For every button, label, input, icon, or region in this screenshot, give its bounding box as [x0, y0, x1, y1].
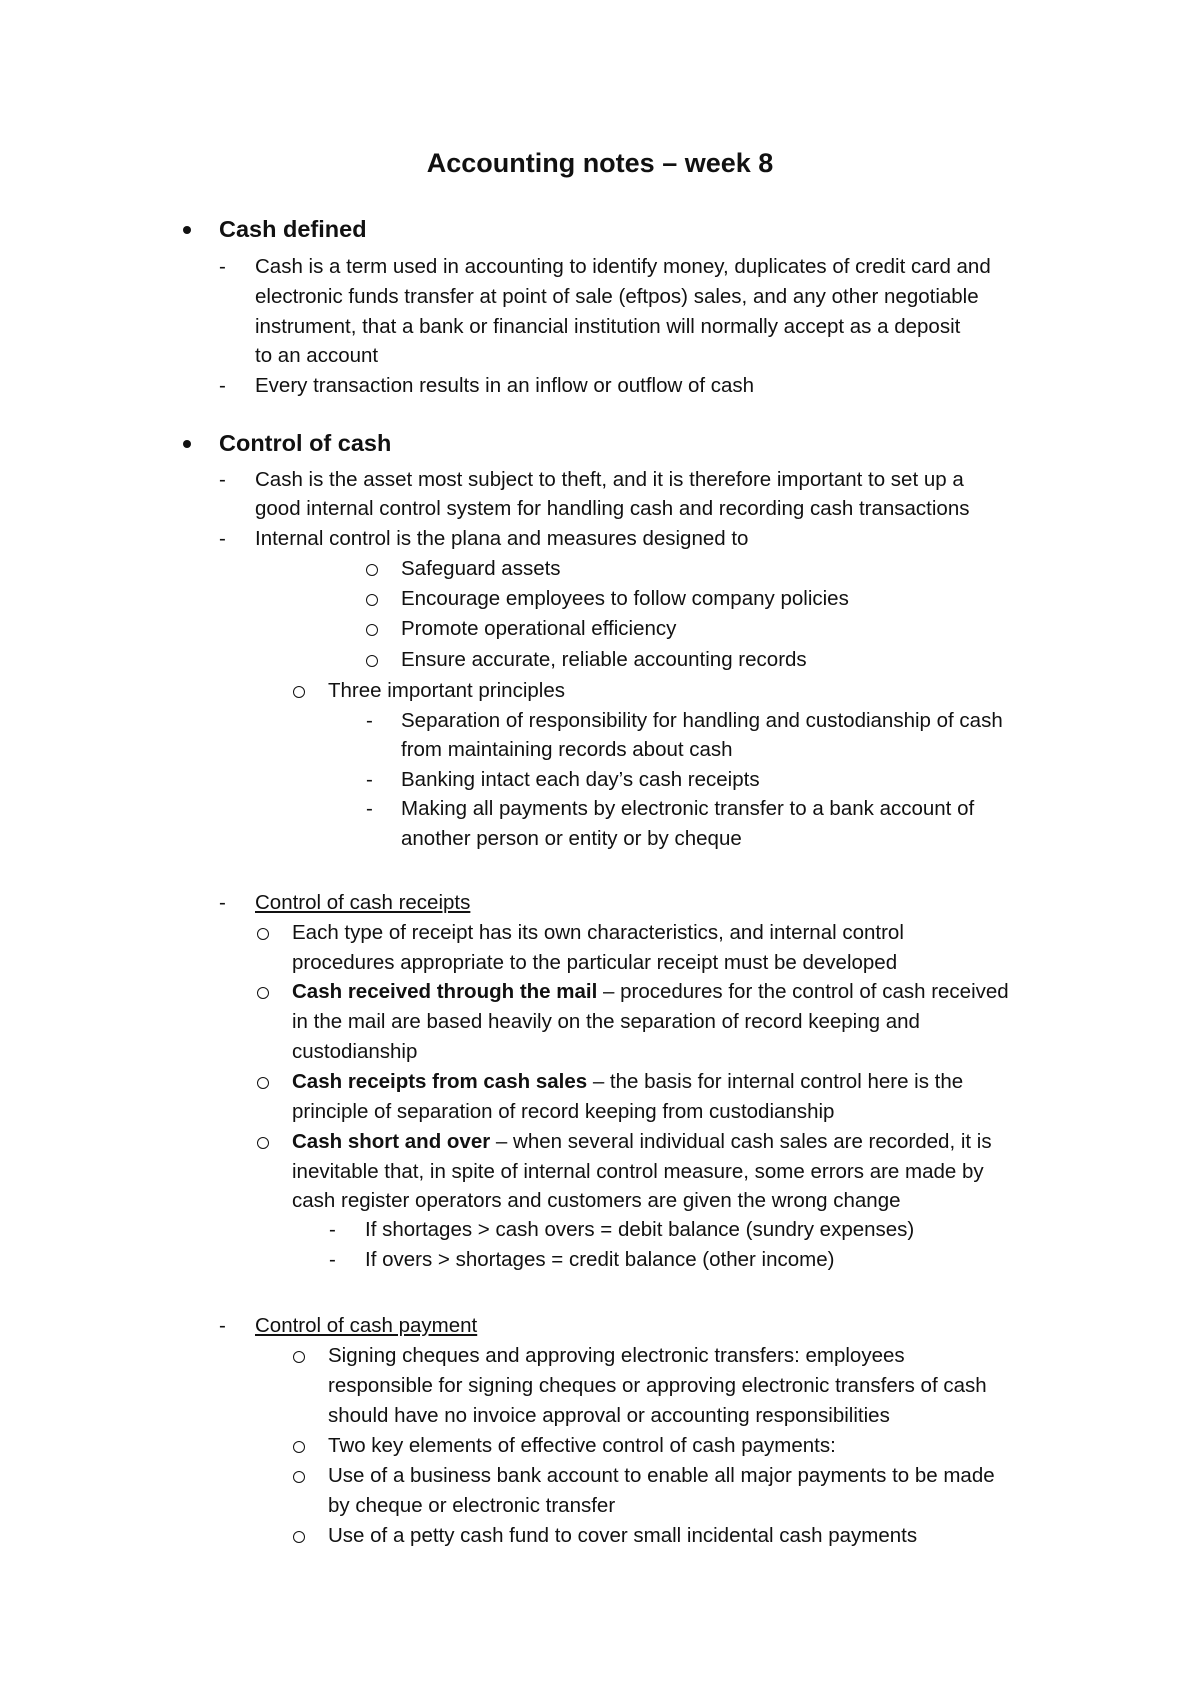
text-line: electronic funds transfer at point of sale (eftpos) sales, and any other negotiable	[255, 285, 979, 308]
dash-marker: -	[329, 1248, 336, 1271]
dash-marker: -	[366, 709, 373, 732]
text-line: Making all payments by electronic transfer to a bank account of	[401, 797, 975, 820]
text-line: Cash is the asset most subject to theft, and it is therefore important to set up a	[255, 468, 964, 491]
circle-bullet-icon	[257, 1077, 269, 1089]
text-line	[292, 1127, 992, 1157]
text-line: responsible for signing cheques or approving electronic transfers of cash	[328, 1374, 987, 1397]
text-line: from maintaining records about cash	[401, 738, 733, 761]
list-item: Ensure accurate, reliable accounting records	[401, 648, 807, 671]
list-item: Three important principles	[328, 679, 565, 702]
circle-bullet-icon	[293, 1471, 305, 1483]
text-line: inevitable that, in spite of internal control measure, some errors are made by	[292, 1160, 984, 1183]
circle-bullet-icon	[257, 987, 269, 999]
text-span: – when several individual cash sales are recorded, it is	[490, 1130, 992, 1153]
subheading-cash-receipts: Control of cash receipts	[255, 891, 471, 914]
text-line: If overs > shortages = credit balance (other income)	[365, 1248, 835, 1271]
text-line	[292, 977, 1009, 1007]
text-span: – procedures for the control of cash received	[597, 980, 1009, 1003]
text-line: cash register operators and customers are given the wrong change	[292, 1189, 901, 1212]
text-line: to an account	[255, 344, 379, 367]
dash-marker: -	[219, 255, 226, 278]
dash-marker: -	[219, 374, 226, 397]
term-label: Cash receipts from cash sales	[292, 1070, 588, 1093]
text-line: If shortages > cash overs = debit balance (sundry expenses)	[365, 1218, 915, 1241]
section-heading-cash-defined: Cash defined	[219, 216, 367, 242]
subheading-cash-payment: Control of cash payment	[255, 1314, 478, 1337]
text-line: should have no invoice approval or accounting responsibilities	[328, 1404, 890, 1427]
circle-bullet-icon	[366, 655, 378, 667]
section-heading-control-of-cash: Control of cash	[219, 430, 392, 456]
dash-marker: -	[329, 1218, 336, 1241]
text-line: Banking intact each day’s cash receipts	[401, 768, 760, 791]
circle-bullet-icon	[257, 1137, 269, 1149]
text-line: another person or entity or by cheque	[401, 827, 742, 850]
bullet-icon	[183, 440, 191, 448]
text-line: instrument, that a bank or financial institution will normally accept as a deposit	[255, 315, 961, 338]
text-line: Use of a petty cash fund to cover small incidental cash payments	[328, 1524, 918, 1547]
circle-bullet-icon	[366, 564, 378, 576]
circle-bullet-icon	[257, 928, 269, 940]
term-label: Cash short and over	[292, 1130, 491, 1153]
dash-marker: -	[366, 768, 373, 791]
text-line: Signing cheques and approving electronic transfers: employees	[328, 1344, 905, 1367]
list-item: Encourage employees to follow company policies	[401, 587, 849, 610]
dash-marker: -	[366, 797, 373, 820]
text-line: Each type of receipt has its own characteristics, and internal control	[292, 921, 904, 944]
text-line: Every transaction results in an inflow or outflow of cash	[255, 374, 755, 397]
page-title: Accounting notes – week 8	[426, 148, 774, 178]
text-span: – the basis for internal control here is the	[587, 1070, 964, 1093]
circle-bullet-icon	[293, 1531, 305, 1543]
text-line: Separation of responsibility for handling and custodianship of cash	[401, 709, 1003, 732]
circle-bullet-icon	[293, 686, 305, 698]
circle-bullet-icon	[366, 594, 378, 606]
text-line: Cash is a term used in accounting to identify money, duplicates of credit card and	[255, 255, 991, 278]
dash-marker: -	[219, 1314, 226, 1337]
text-line: by cheque or electronic transfer	[328, 1494, 616, 1517]
dash-marker: -	[219, 527, 226, 550]
text-line: good internal control system for handling cash and recording cash transactions	[255, 497, 970, 520]
circle-bullet-icon	[366, 624, 378, 636]
text-line	[292, 1067, 963, 1097]
circle-bullet-icon	[293, 1351, 305, 1363]
text-line: principle of separation of record keeping from custodianship	[292, 1100, 835, 1123]
text-line: Internal control is the plana and measures designed to	[255, 527, 749, 550]
circle-bullet-icon	[293, 1441, 305, 1453]
dash-marker: -	[219, 468, 226, 491]
dash-marker: -	[219, 891, 226, 914]
text-line: Use of a business bank account to enable all major payments to be made	[328, 1464, 995, 1487]
text-line: Two key elements of effective control of cash payments:	[328, 1434, 836, 1457]
text-line: custodianship	[292, 1040, 418, 1063]
list-item: Promote operational efficiency	[401, 617, 677, 640]
bullet-icon	[183, 226, 191, 234]
term-label: Cash received through the mail	[292, 980, 598, 1003]
text-line: procedures appropriate to the particular receipt must be developed	[292, 951, 898, 974]
text-line: in the mail are based heavily on the separation of record keeping and	[292, 1010, 920, 1033]
list-item: Safeguard assets	[401, 557, 561, 580]
